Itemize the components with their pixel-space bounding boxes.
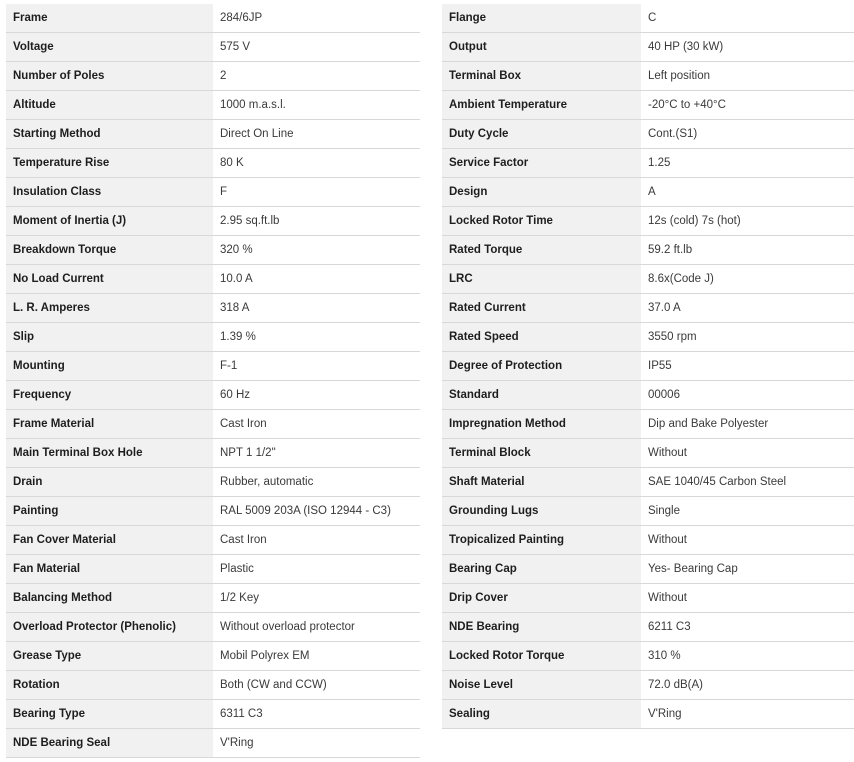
- left-spec-table: [6, 4, 420, 758]
- spec-row: [6, 236, 420, 265]
- spec-label: Painting: [6, 497, 213, 526]
- spec-value: 59.2 ft.lb: [641, 236, 854, 265]
- spec-row: [442, 468, 854, 497]
- spec-row: [6, 526, 420, 555]
- spec-row: [442, 555, 854, 584]
- spec-value: Direct On Line: [213, 120, 420, 149]
- spec-label: Tropicalized Painting: [442, 526, 641, 555]
- spec-label: Altitude: [6, 91, 213, 120]
- spec-label: Terminal Box: [442, 62, 641, 91]
- spec-value: Yes- Bearing Cap: [641, 555, 854, 584]
- spec-row: [442, 265, 854, 294]
- spec-row: [6, 439, 420, 468]
- spec-row: [6, 584, 420, 613]
- spec-label: Main Terminal Box Hole: [6, 439, 213, 468]
- spec-value: C: [641, 4, 854, 33]
- spec-value: 3550 rpm: [641, 323, 854, 352]
- spec-label: No Load Current: [6, 265, 213, 294]
- spec-row: [6, 700, 420, 729]
- right-spec-table: [442, 4, 854, 729]
- spec-label: Rated Speed: [442, 323, 641, 352]
- spec-label: Locked Rotor Torque: [442, 642, 641, 671]
- spec-row: [6, 4, 420, 33]
- spec-row: [442, 120, 854, 149]
- spec-label: Rated Torque: [442, 236, 641, 265]
- spec-value: 2.95 sq.ft.lb: [213, 207, 420, 236]
- spec-label: Shaft Material: [442, 468, 641, 497]
- spec-label: Voltage: [6, 33, 213, 62]
- spec-row: [6, 497, 420, 526]
- spec-row: [442, 642, 854, 671]
- spec-row: [6, 410, 420, 439]
- spec-value: Rubber, automatic: [213, 468, 420, 497]
- spec-value: Dip and Bake Polyester: [641, 410, 854, 439]
- spec-value: 2: [213, 62, 420, 91]
- spec-row: [6, 352, 420, 381]
- spec-label: Duty Cycle: [442, 120, 641, 149]
- spec-row: [442, 526, 854, 555]
- spec-value: 00006: [641, 381, 854, 410]
- spec-row: [6, 613, 420, 642]
- spec-label: Drain: [6, 468, 213, 497]
- spec-label: Rated Current: [442, 294, 641, 323]
- spec-value: Without: [641, 439, 854, 468]
- spec-row: [442, 439, 854, 468]
- spec-value: 12s (cold) 7s (hot): [641, 207, 854, 236]
- spec-label: Flange: [442, 4, 641, 33]
- spec-row: [6, 62, 420, 91]
- spec-row: [6, 729, 420, 758]
- spec-value: 10.0 A: [213, 265, 420, 294]
- spec-value: 72.0 dB(A): [641, 671, 854, 700]
- spec-value: Without overload protector: [213, 613, 420, 642]
- spec-value: NPT 1 1/2": [213, 439, 420, 468]
- spec-row: [442, 4, 854, 33]
- spec-label: LRC: [442, 265, 641, 294]
- left-spec-table-body: [6, 4, 420, 758]
- spec-label: Number of Poles: [6, 62, 213, 91]
- spec-value: 80 K: [213, 149, 420, 178]
- spec-value: Single: [641, 497, 854, 526]
- spec-label: Breakdown Torque: [6, 236, 213, 265]
- spec-value: 40 HP (30 kW): [641, 33, 854, 62]
- spec-row: [6, 555, 420, 584]
- spec-value: Without: [641, 526, 854, 555]
- spec-row: [6, 33, 420, 62]
- spec-row: [442, 613, 854, 642]
- spec-label: Degree of Protection: [442, 352, 641, 381]
- spec-value: V'Ring: [641, 700, 854, 729]
- spec-label: Frame: [6, 4, 213, 33]
- spec-value: 60 Hz: [213, 381, 420, 410]
- spec-row: [442, 323, 854, 352]
- spec-row: [442, 62, 854, 91]
- spec-label: Grounding Lugs: [442, 497, 641, 526]
- spec-label: Fan Material: [6, 555, 213, 584]
- spec-label: Starting Method: [6, 120, 213, 149]
- spec-row: [442, 236, 854, 265]
- spec-value: 1000 m.a.s.l.: [213, 91, 420, 120]
- spec-row: [442, 584, 854, 613]
- spec-value: F-1: [213, 352, 420, 381]
- spec-row: [442, 149, 854, 178]
- spec-label: NDE Bearing Seal: [6, 729, 213, 758]
- spec-label: Overload Protector (Phenolic): [6, 613, 213, 642]
- spec-value: Plastic: [213, 555, 420, 584]
- spec-row: [442, 91, 854, 120]
- spec-value: Mobil Polyrex EM: [213, 642, 420, 671]
- spec-row: [442, 294, 854, 323]
- spec-label: Service Factor: [442, 149, 641, 178]
- spec-label: Noise Level: [442, 671, 641, 700]
- spec-label: Rotation: [6, 671, 213, 700]
- spec-row: [442, 178, 854, 207]
- spec-value: 310 %: [641, 642, 854, 671]
- spec-value: 1.39 %: [213, 323, 420, 352]
- right-spec-table-body: [442, 4, 854, 729]
- spec-row: [6, 468, 420, 497]
- spec-row: [6, 120, 420, 149]
- spec-label: Frequency: [6, 381, 213, 410]
- spec-value: 6211 C3: [641, 613, 854, 642]
- spec-label: Insulation Class: [6, 178, 213, 207]
- spec-value: 284/6JP: [213, 4, 420, 33]
- spec-row: [6, 323, 420, 352]
- spec-value: 37.0 A: [641, 294, 854, 323]
- spec-label: Drip Cover: [442, 584, 641, 613]
- spec-value: Without: [641, 584, 854, 613]
- spec-value: F: [213, 178, 420, 207]
- spec-value: RAL 5009 203A (ISO 12944 - C3): [213, 497, 420, 526]
- spec-label: L. R. Amperes: [6, 294, 213, 323]
- spec-value: Cont.(S1): [641, 120, 854, 149]
- spec-row: [6, 381, 420, 410]
- spec-value: 1.25: [641, 149, 854, 178]
- spec-label: Frame Material: [6, 410, 213, 439]
- spec-value: 318 A: [213, 294, 420, 323]
- spec-row: [6, 91, 420, 120]
- spec-label: Balancing Method: [6, 584, 213, 613]
- spec-value: Cast Iron: [213, 410, 420, 439]
- spec-label: Fan Cover Material: [6, 526, 213, 555]
- spec-label: NDE Bearing: [442, 613, 641, 642]
- spec-label: Grease Type: [6, 642, 213, 671]
- spec-label: Impregnation Method: [442, 410, 641, 439]
- spec-label: Moment of Inertia (J): [6, 207, 213, 236]
- spec-value: V'Ring: [213, 729, 420, 758]
- spec-label: Temperature Rise: [6, 149, 213, 178]
- spec-label: Slip: [6, 323, 213, 352]
- spec-value: 575 V: [213, 33, 420, 62]
- spec-label: Design: [442, 178, 641, 207]
- spec-row: [442, 352, 854, 381]
- spec-row: [442, 207, 854, 236]
- spec-row: [6, 671, 420, 700]
- spec-row: [6, 149, 420, 178]
- spec-value: A: [641, 178, 854, 207]
- spec-label: Bearing Type: [6, 700, 213, 729]
- spec-label: Output: [442, 33, 641, 62]
- spec-value: -20°C to +40°C: [641, 91, 854, 120]
- spec-value: SAE 1040/45 Carbon Steel: [641, 468, 854, 497]
- spec-row: [6, 294, 420, 323]
- spec-label: Mounting: [6, 352, 213, 381]
- spec-row: [442, 497, 854, 526]
- spec-value: IP55: [641, 352, 854, 381]
- spec-row: [6, 265, 420, 294]
- spec-label: Terminal Block: [442, 439, 641, 468]
- spec-row: [442, 700, 854, 729]
- spec-value: Left position: [641, 62, 854, 91]
- spec-row: [442, 410, 854, 439]
- spec-value: 6311 C3: [213, 700, 420, 729]
- spec-label: Bearing Cap: [442, 555, 641, 584]
- spec-label: Sealing: [442, 700, 641, 729]
- spec-label: Ambient Temperature: [442, 91, 641, 120]
- spec-value: Both (CW and CCW): [213, 671, 420, 700]
- spec-row: [6, 178, 420, 207]
- spec-value: 320 %: [213, 236, 420, 265]
- spec-row: [6, 642, 420, 671]
- spec-value: Cast Iron: [213, 526, 420, 555]
- spec-row: [442, 671, 854, 700]
- spec-label: Standard: [442, 381, 641, 410]
- spec-row: [442, 381, 854, 410]
- spec-row: [442, 33, 854, 62]
- spec-value: 1/2 Key: [213, 584, 420, 613]
- spec-value: 8.6x(Code J): [641, 265, 854, 294]
- spec-label: Locked Rotor Time: [442, 207, 641, 236]
- spec-row: [6, 207, 420, 236]
